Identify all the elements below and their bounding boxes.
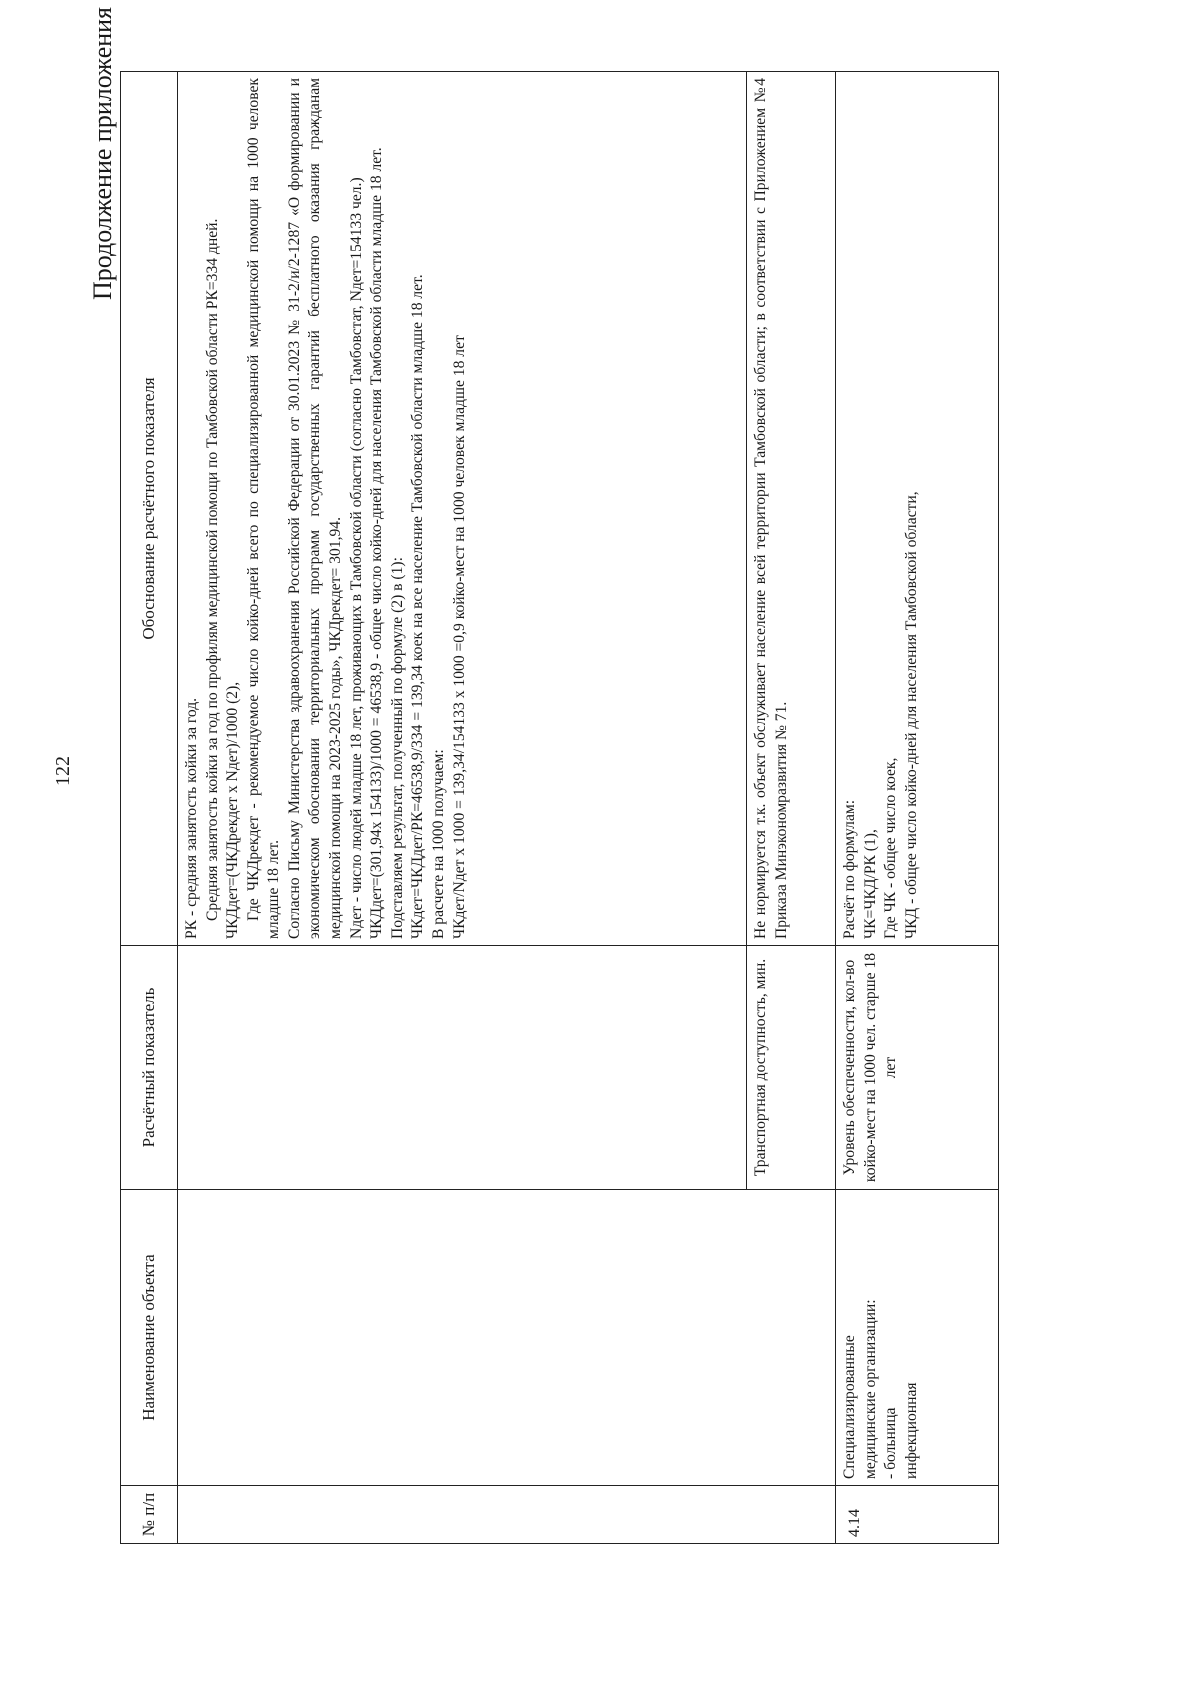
object-line: инфекционная	[902, 1382, 920, 1479]
object-line: Специализированные	[841, 1335, 858, 1479]
transport-justification-cell: Не нормируется т.к. объект обслуживает население всей территории Тамбовской области; в соответствии с Приложением №4 Приказа Минэкономразвития № 71.	[747, 72, 836, 946]
justification-line: Nдет - число людей младше 18 лет, проживающих в Тамбовской области (согласно Тамбовстат, Nдет=154133 чел.)	[347, 177, 365, 939]
transport-indicator-cell: Транспортная доступность, мин.	[747, 946, 836, 1190]
justification-line: Согласно Письму Министерства здравоохранения Российской Федерации от 30.01.2023 № 31-2/и/2-1287 «О формировании и экономическом обосновании территориальных программ государственных гарантий бесплатного оказания гражданам медицинской помощи на 2023-2025 годы», ЧКДрекдет= 301,94.	[285, 78, 345, 939]
justification-line: В расчете на 1000 получаем:	[429, 749, 447, 939]
rotated-table-wrapper	[120, 72, 1050, 1544]
table-row-4-14	[836, 72, 999, 1544]
justification-line: ЧКдет/Nдет х 1000 = 139,34/154133 х 1000 =0,9 койко-мест на 1000 человек младше 18 лет	[450, 335, 468, 939]
justification-line: Подставляем результат, полученный по формуле (2) в (1):	[388, 557, 406, 939]
indicator-cell: Уровень обеспеченности, кол-во койко-мест на 1000 чел. старше 18 лет	[836, 946, 999, 1190]
continued-justification-cell	[178, 72, 747, 946]
table-row-continued	[178, 72, 747, 1544]
justification-line: Расчёт по формулам:	[841, 799, 858, 939]
object-line: медицинские организации:	[861, 1299, 879, 1479]
page-number: 122	[52, 756, 74, 786]
page-heading: Продолжение приложения	[88, 6, 117, 300]
row-num-cell: 4.14	[836, 1486, 999, 1544]
justification-line: ЧКДдет=(ЧКДрекдет x Nдет)/1000 (2),	[224, 681, 242, 939]
justification-line: РК - средняя занятость койки за год.	[183, 697, 200, 939]
continued-indicator-cell	[178, 946, 747, 1190]
continued-num-cell	[178, 1486, 836, 1544]
justification-line: Где ЧКДрекдет - рекомендуемое число койко-дней всего по специализированной медицинской помощи на 1000 человек младше 18 лет.	[244, 78, 283, 939]
object-cell	[836, 1190, 999, 1486]
header-object: Наименование объекта	[121, 1190, 178, 1486]
justification-line: ЧКД - общее число койко-дней для населения Тамбовской области,	[902, 491, 920, 939]
continued-object-cell	[178, 1190, 836, 1486]
justification-line: ЧКдет=ЧКДдет/РК=46538,9/334 = 139,34 коек на все население Тамбовской области младше 18 лет.	[409, 274, 427, 939]
indicators-table	[120, 71, 999, 1544]
justification-line: Средняя занятость койки за год по профилям медицинской помощи по Тамбовской области РК=334 дней.	[203, 218, 221, 921]
header-justification: Обоснование расчётного показателя	[121, 72, 178, 946]
table-header-row	[121, 72, 178, 1544]
justification-line: ЧК=ЧКД/РК (1),	[861, 829, 879, 939]
header-indicator: Расчётный показатель	[121, 946, 178, 1190]
object-line: - больница	[882, 1407, 900, 1479]
header-num: № п/п	[121, 1486, 178, 1544]
justification-line: Где ЧК - общее число коек,	[882, 757, 900, 939]
justification-line: ЧКДдет=(301,94х 154133)/1000 = 46538,9 - общее число койко-дней для населения Тамбовской области младше 18 лет.	[368, 147, 386, 939]
justification-cell	[836, 72, 999, 946]
